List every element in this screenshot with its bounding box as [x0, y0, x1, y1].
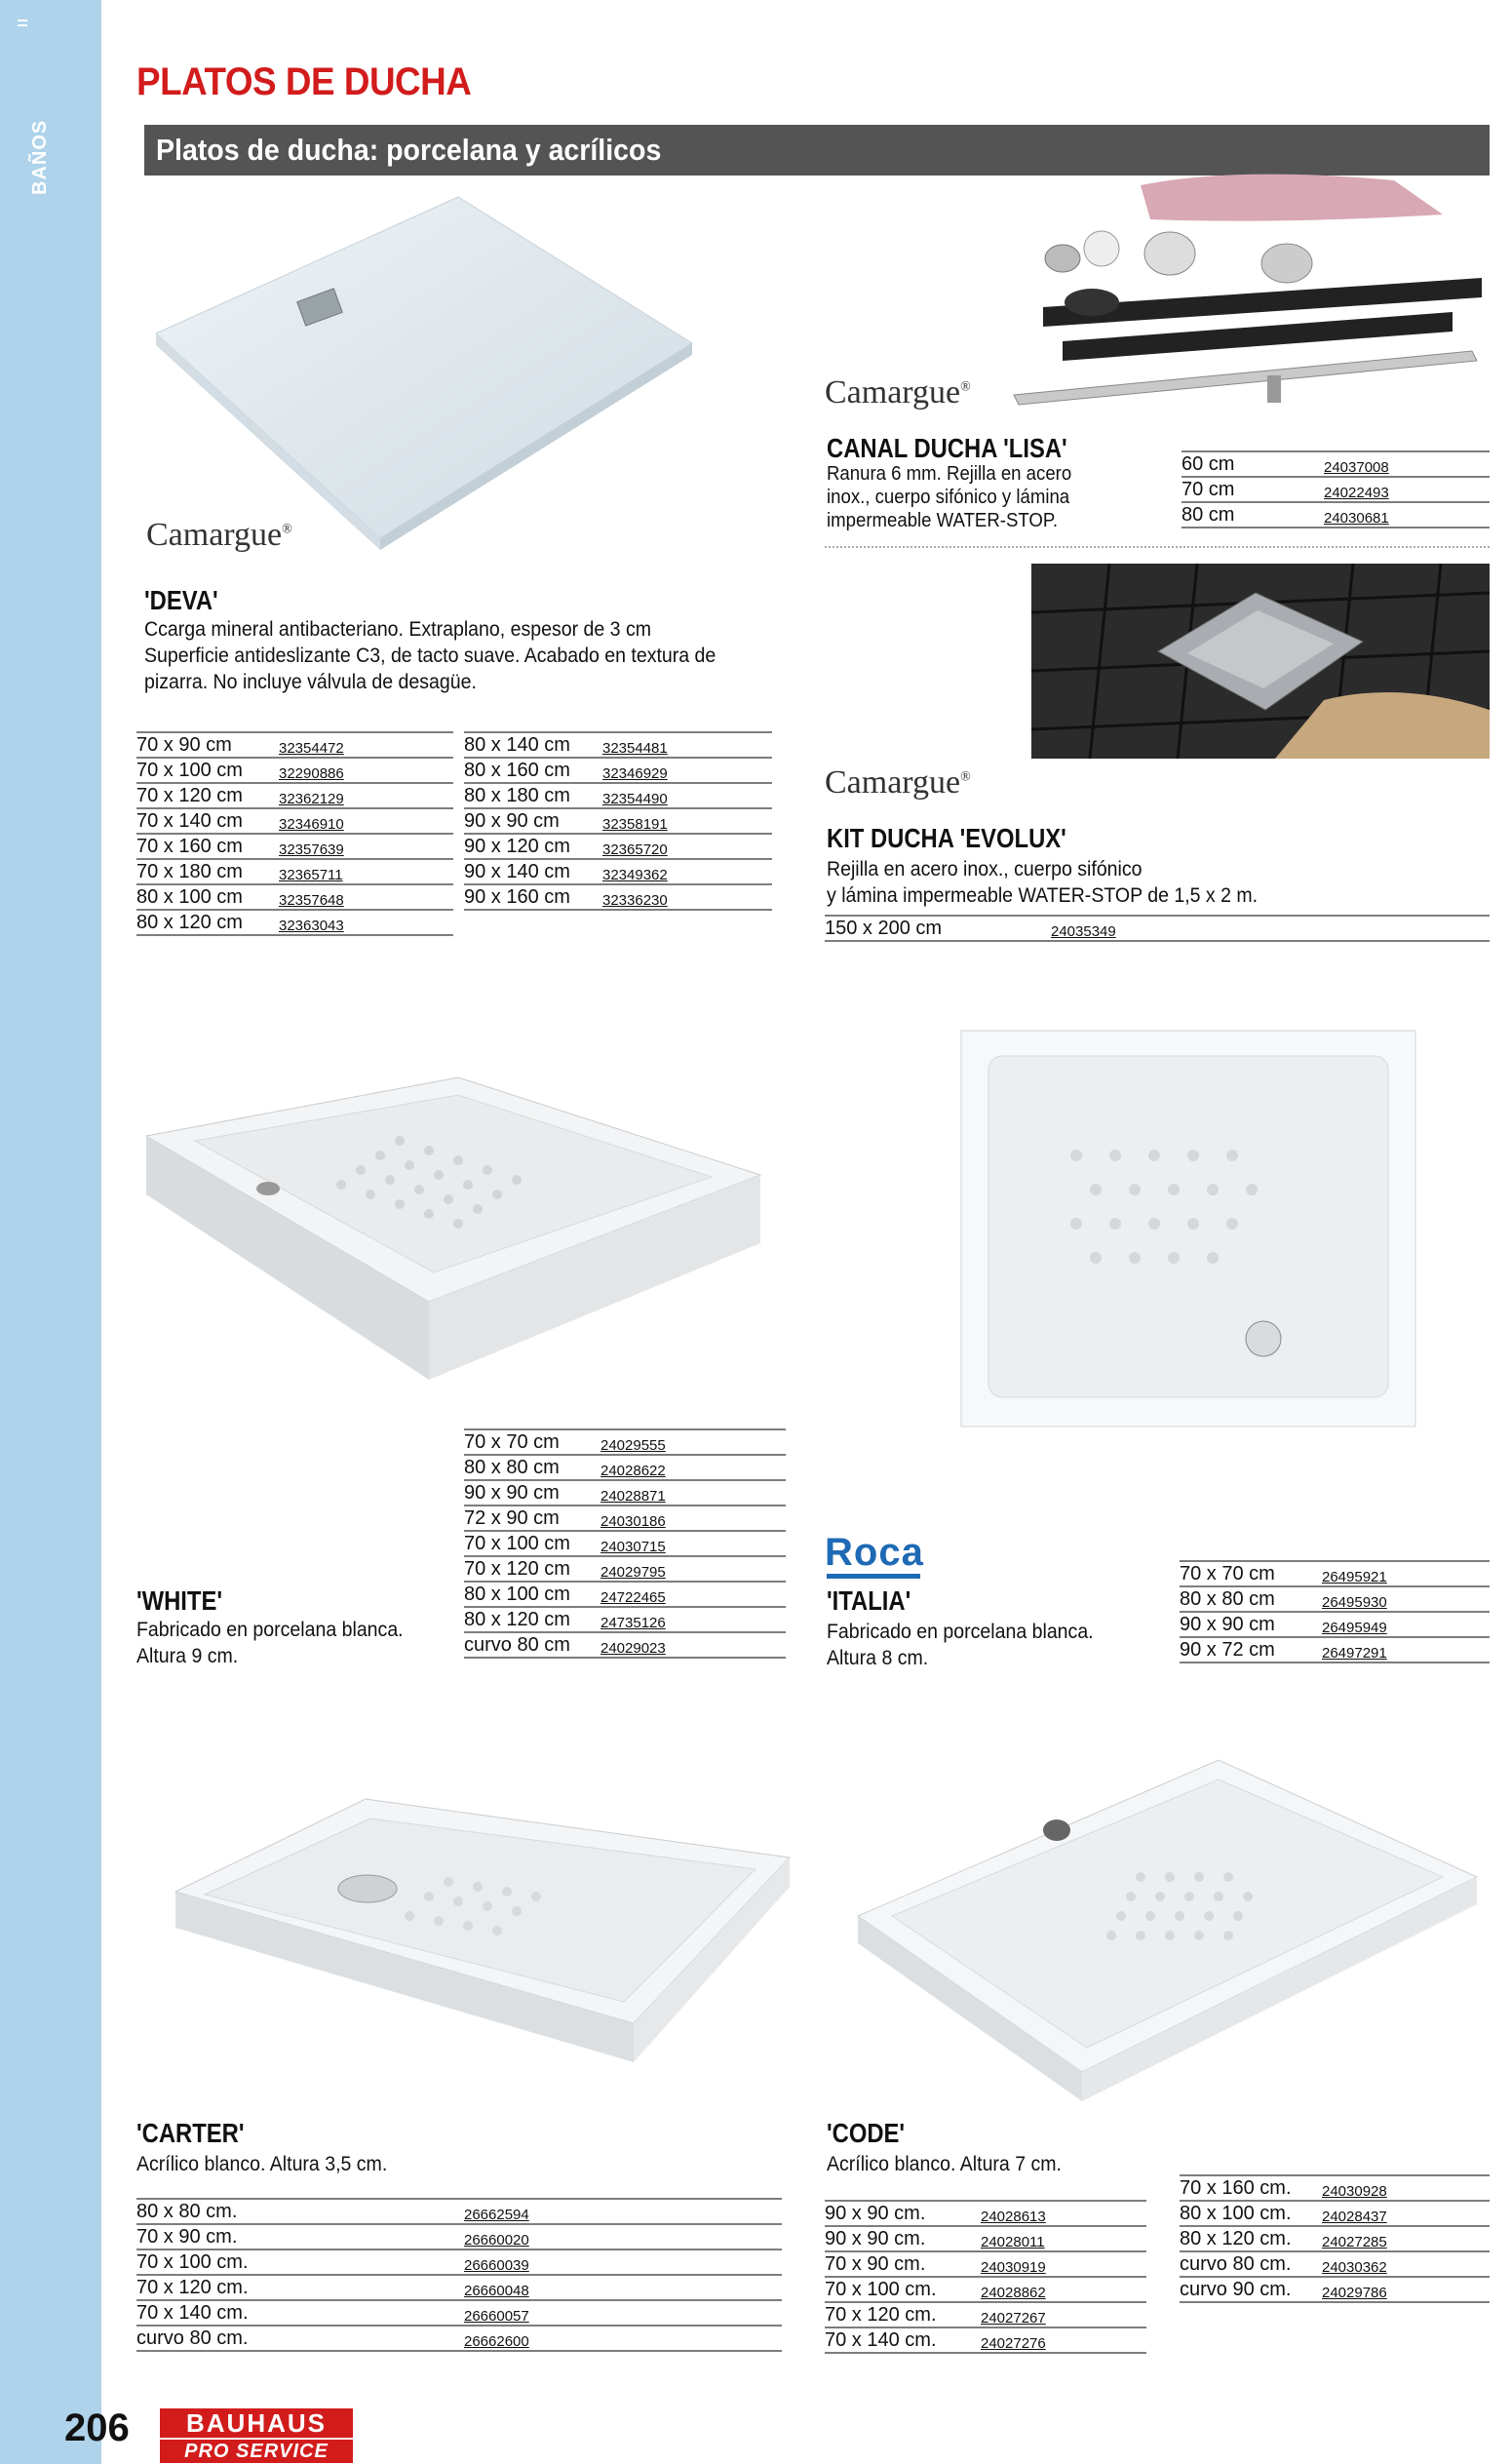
size-cell: 90 x 90 cm [464, 1480, 601, 1506]
table-row [136, 758, 453, 783]
camargue-logo: Camargue® [146, 517, 292, 553]
size-cell: 90 x 120 cm [464, 834, 602, 859]
code-cell: 26662600 [464, 2326, 782, 2351]
size-cell: 70 x 90 cm. [136, 2224, 464, 2249]
size-cell: 70 x 140 cm. [825, 2327, 981, 2353]
code-cell: 24029023 [601, 1632, 786, 1658]
code-cell: 24037008 [1324, 451, 1490, 477]
code-cell: 24022493 [1324, 477, 1490, 502]
sidebar-label: BAÑOS [29, 119, 51, 195]
code-cell: 24030919 [981, 2251, 1146, 2277]
code-cell: 26660039 [464, 2249, 782, 2275]
menu-icon [18, 20, 27, 21]
size-cell: curvo 80 cm. [1180, 2251, 1322, 2277]
code-cell: 26662594 [464, 2199, 782, 2224]
code-cell: 24028622 [601, 1455, 786, 1480]
desc-line: Superficie antideslizante C3, de tacto suave. Acabado en textura de [144, 645, 717, 667]
desc-line: Fabricado en porcelana blanca. [827, 1621, 1094, 1643]
lisa-description [827, 462, 1099, 532]
table-row [1180, 1586, 1490, 1612]
code-cell: 32357639 [279, 834, 453, 859]
size-cell: 70 x 160 cm [136, 834, 279, 859]
desc-line: inox., cuerpo sifónico y lámina [827, 487, 1070, 508]
table-row [136, 834, 453, 859]
code-cell: 24035349 [1051, 916, 1490, 941]
code-cell: 24029555 [601, 1429, 786, 1455]
size-cell: 70 x 70 cm [464, 1429, 601, 1455]
table-row [136, 2326, 782, 2351]
deva-ref-table-2 [464, 731, 772, 911]
code-cell: 26660020 [464, 2224, 782, 2249]
size-cell: 70 x 100 cm [136, 758, 279, 783]
size-cell: 80 x 120 cm [464, 1607, 601, 1632]
table-row [1180, 2175, 1490, 2201]
deva-ref-table-1 [136, 731, 453, 936]
size-cell: 70 x 120 cm [136, 783, 279, 808]
size-cell: 80 x 100 cm [464, 1582, 601, 1607]
table-row [136, 2249, 782, 2275]
code-cell: 32354490 [602, 783, 772, 808]
table-row [136, 2199, 782, 2224]
dotted-divider [825, 546, 1490, 548]
code-cell: 32365711 [279, 859, 453, 884]
evolux-description [827, 856, 1443, 909]
table-row [825, 916, 1490, 941]
code-cell: 26660057 [464, 2300, 782, 2326]
table-row [136, 910, 453, 935]
desc-line: Altura 9 cm. [136, 1645, 239, 1667]
code-cell: 24027276 [981, 2327, 1146, 2353]
table-row [464, 859, 772, 884]
table-row [136, 2300, 782, 2326]
table-row [464, 1429, 786, 1455]
size-cell: 90 x 72 cm [1180, 1637, 1322, 1662]
code-cell: 24029795 [601, 1556, 786, 1582]
size-cell: 80 x 160 cm [464, 758, 602, 783]
size-cell: curvo 90 cm. [1180, 2277, 1322, 2302]
size-cell: 70 x 160 cm. [1180, 2175, 1322, 2201]
code-cell: 24029786 [1322, 2277, 1490, 2302]
table-row [825, 2201, 1146, 2226]
table-row [464, 884, 772, 910]
table-row [464, 1582, 786, 1607]
sidebar [0, 0, 101, 2464]
size-cell: 80 x 180 cm [464, 783, 602, 808]
table-row [464, 834, 772, 859]
camargue-logo-text: Camargue [825, 374, 961, 411]
table-row [1180, 2251, 1490, 2277]
code-cell: 32346929 [602, 758, 772, 783]
code-description [827, 2151, 1117, 2177]
table-row [136, 884, 453, 910]
code-ref-table-1 [825, 2200, 1146, 2354]
evolux-drain-image [1031, 564, 1490, 759]
table-row [464, 732, 772, 758]
table-row [1180, 1612, 1490, 1637]
white-title: 'WHITE' [136, 1585, 223, 1616]
size-cell: 70 x 70 cm [1180, 1561, 1322, 1586]
size-cell: 90 x 90 cm [464, 808, 602, 834]
desc-line: Ranura 6 mm. Rejilla en acero [827, 463, 1072, 485]
section-title: Platos de ducha: porcelana y acrílicos [156, 133, 662, 167]
size-cell: 70 x 120 cm. [825, 2302, 981, 2327]
table-row [1182, 502, 1490, 528]
desc-line: impermeable WATER-STOP. [827, 510, 1059, 531]
size-cell: 90 x 90 cm [1180, 1612, 1322, 1637]
carter-description [136, 2151, 427, 2177]
code-cell: 24028437 [1322, 2201, 1490, 2226]
code-tray-image [848, 1750, 1482, 2111]
carter-tray-image [166, 1780, 799, 2082]
table-row [464, 783, 772, 808]
code-cell: 32362129 [279, 783, 453, 808]
code-cell: 32354481 [602, 732, 772, 758]
code-cell: 26497291 [1322, 1637, 1490, 1662]
size-cell: 80 x 140 cm [464, 732, 602, 758]
size-cell: 70 x 100 cm. [825, 2277, 981, 2302]
code-cell: 26495921 [1322, 1561, 1490, 1586]
code-cell: 24030681 [1324, 502, 1490, 528]
bauhaus-logo: BAUHAUS [160, 2408, 353, 2438]
table-row [464, 1556, 786, 1582]
desc-line: Acrílico blanco. Altura 7 cm. [827, 2153, 1062, 2175]
deva-title: 'DEVA' [144, 585, 218, 615]
size-cell: 70 x 140 cm [136, 808, 279, 834]
size-cell: 70 x 120 cm. [136, 2275, 464, 2300]
page-number: 206 [64, 2406, 130, 2449]
size-cell: 70 x 90 cm [136, 732, 279, 758]
camargue-logo-text: Camargue [146, 517, 283, 553]
code-cell: 24722465 [601, 1582, 786, 1607]
evolux-ref-table [825, 915, 1490, 942]
size-cell: 150 x 200 cm [825, 916, 1051, 941]
code-cell: 32365720 [602, 834, 772, 859]
code-cell: 24030362 [1322, 2251, 1490, 2277]
size-cell: 90 x 90 cm. [825, 2226, 981, 2251]
size-cell: 80 x 120 cm [136, 910, 279, 935]
table-row [825, 2302, 1146, 2327]
size-cell: 80 cm [1182, 502, 1324, 528]
code-cell: 26495949 [1322, 1612, 1490, 1637]
carter-title: 'CARTER' [136, 2118, 245, 2148]
code-cell: 24028862 [981, 2277, 1146, 2302]
size-cell: 72 x 90 cm [464, 1506, 601, 1531]
size-cell: 90 x 160 cm [464, 884, 602, 910]
table-row [464, 1480, 786, 1506]
lisa-channel-image [985, 166, 1492, 419]
size-cell: 80 x 120 cm. [1180, 2226, 1322, 2251]
desc-line: Fabricado en porcelana blanca. [136, 1619, 404, 1641]
deva-description [144, 616, 724, 695]
table-row [136, 732, 453, 758]
table-row [464, 1455, 786, 1480]
page-title: PLATOS DE DUCHA [136, 60, 472, 103]
table-row [825, 2251, 1146, 2277]
italia-title: 'ITALIA' [827, 1585, 911, 1616]
desc-line: Ccarga mineral antibacteriano. Extraplano, espesor de 3 cm [144, 618, 651, 641]
table-row [1182, 451, 1490, 477]
size-cell: 70 cm [1182, 477, 1324, 502]
camargue-logo-lisa: Camargue® [825, 374, 971, 411]
code-cell: 26495930 [1322, 1586, 1490, 1612]
pro-service-logo: PRO SERVICE [160, 2440, 353, 2463]
table-row [136, 783, 453, 808]
code-cell: 32346910 [279, 808, 453, 834]
code-cell: 26660048 [464, 2275, 782, 2300]
code-cell: 32354472 [279, 732, 453, 758]
italia-tray-image [959, 1029, 1417, 1428]
table-row [464, 808, 772, 834]
size-cell: 70 x 100 cm. [136, 2249, 464, 2275]
table-row [825, 2226, 1146, 2251]
desc-line: y lámina impermeable WATER-STOP de 1,5 x 2 m. [827, 884, 1259, 907]
camargue-logo-text: Camargue [825, 764, 961, 801]
size-cell: 70 x 90 cm. [825, 2251, 981, 2277]
size-cell: curvo 80 cm. [136, 2326, 464, 2351]
code-cell: 24027285 [1322, 2226, 1490, 2251]
code-cell: 24027267 [981, 2302, 1146, 2327]
evolux-title: KIT DUCHA 'EVOLUX' [827, 823, 1066, 853]
desc-line: Acrílico blanco. Altura 3,5 cm. [136, 2153, 388, 2175]
table-row [1180, 2277, 1490, 2302]
code-cell: 24028871 [601, 1480, 786, 1506]
italia-ref-table [1180, 1560, 1490, 1663]
table-row [825, 2277, 1146, 2302]
desc-line: Altura 8 cm. [827, 1647, 929, 1669]
size-cell: 80 x 80 cm [464, 1455, 601, 1480]
code-cell: 32290886 [279, 758, 453, 783]
table-row [464, 1632, 786, 1658]
lisa-title: CANAL DUCHA 'LISA' [827, 433, 1067, 463]
carter-ref-table [136, 2198, 782, 2352]
table-row [464, 1531, 786, 1556]
italia-description [827, 1619, 1117, 1671]
code-title: 'CODE' [827, 2118, 906, 2148]
size-cell: 70 x 180 cm [136, 859, 279, 884]
table-row [136, 859, 453, 884]
camargue-logo-evolux: Camargue® [825, 764, 971, 801]
size-cell: 90 x 140 cm [464, 859, 602, 884]
table-row [825, 2327, 1146, 2353]
table-row [136, 808, 453, 834]
white-tray-image [136, 1068, 780, 1389]
size-cell: 90 x 90 cm. [825, 2201, 981, 2226]
size-cell: 70 x 140 cm. [136, 2300, 464, 2326]
white-description [136, 1617, 427, 1669]
code-ref-table-2 [1180, 2174, 1490, 2303]
size-cell: 80 x 100 cm [136, 884, 279, 910]
deva-tray-image [136, 187, 702, 558]
table-row [136, 2275, 782, 2300]
size-cell: 80 x 80 cm. [136, 2199, 464, 2224]
roca-logo: Roca [825, 1531, 924, 1574]
code-cell: 32349362 [602, 859, 772, 884]
code-cell: 32358191 [602, 808, 772, 834]
desc-line: pizarra. No incluye válvula de desagüe. [144, 671, 477, 693]
lisa-ref-table [1182, 450, 1490, 528]
code-cell: 24030928 [1322, 2175, 1490, 2201]
size-cell: 70 x 120 cm [464, 1556, 601, 1582]
desc-line: Rejilla en acero inox., cuerpo sifónico [827, 858, 1143, 880]
code-cell: 32336230 [602, 884, 772, 910]
size-cell: 80 x 80 cm [1180, 1586, 1322, 1612]
white-ref-table [464, 1428, 786, 1659]
code-cell: 24735126 [601, 1607, 786, 1632]
table-row [1180, 1637, 1490, 1662]
table-row [1180, 1561, 1490, 1586]
table-row [464, 1506, 786, 1531]
size-cell: 80 x 100 cm. [1180, 2201, 1322, 2226]
table-row [1180, 2226, 1490, 2251]
code-cell: 24028613 [981, 2201, 1146, 2226]
code-cell: 32363043 [279, 910, 453, 935]
roca-logo-bar [827, 1574, 920, 1579]
table-row [464, 758, 772, 783]
code-cell: 32357648 [279, 884, 453, 910]
table-row [464, 1607, 786, 1632]
size-cell: curvo 80 cm [464, 1632, 601, 1658]
code-cell: 24028011 [981, 2226, 1146, 2251]
code-cell: 24030186 [601, 1506, 786, 1531]
table-row [1182, 477, 1490, 502]
table-row [1180, 2201, 1490, 2226]
size-cell: 70 x 100 cm [464, 1531, 601, 1556]
code-cell: 24030715 [601, 1531, 786, 1556]
size-cell: 60 cm [1182, 451, 1324, 477]
table-row [136, 2224, 782, 2249]
